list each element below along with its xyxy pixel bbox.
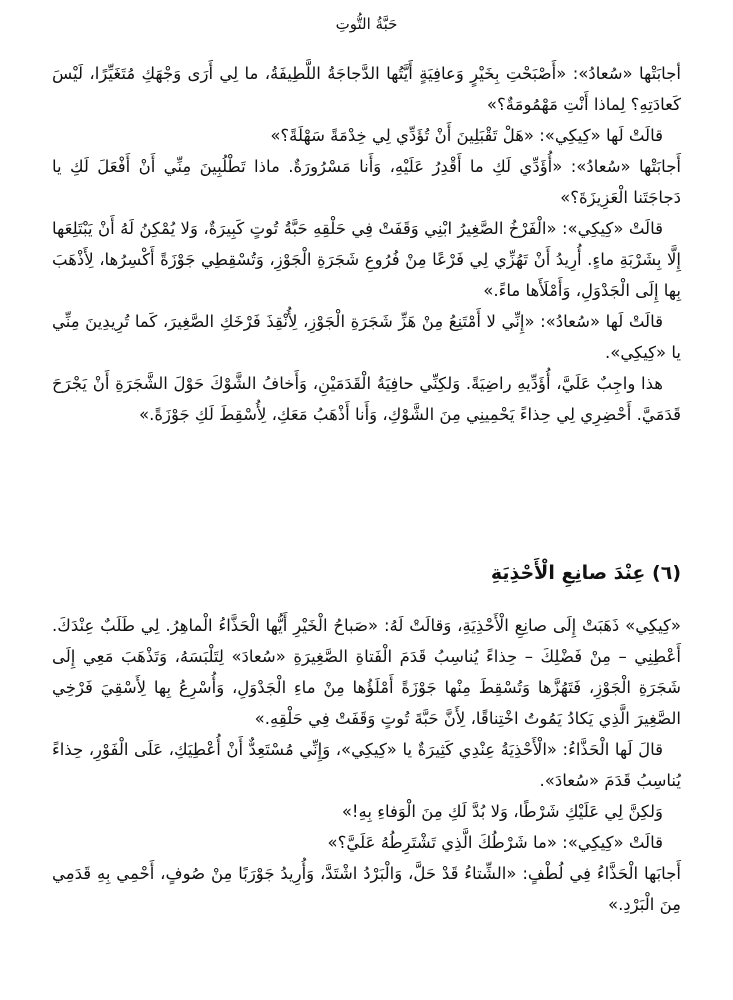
text-block-top [52, 58, 681, 430]
paragraph: «كِيكِي» ذَهَبَتْ إِلَى صانِعِ الْأَحْذِيَةِ، وَقالَتْ لَهُ: «صَباحُ الْخَيْرِ أَيُّها الْحَذَّاءُ الْماهِرُ. لِي طَلَبٌ عِنْدَكَ. أَعْطِنِي – مِنْ فَضْلِكَ – حِذاءً يُناسِبُ قَدَمَ الْفَتاةِ الصَّغِيرَةِ «سُعادَ» لِتَلْبَسَهُ، وَتَذْهَبَ مَعِي إِلَى شَجَرَةِ الْجَوْزِ، فَتَهُزَّها وَتُسْقِطَ مِنْها جَوْزَةً أَمْلَؤُها مِنْ ماءِ الْجَدْوَلِ، وَأُسْرِعُ بِها لِأَسْقِيَ فَرْخِي الصَّغِيرَ الَّذِي يَكادُ يَمُوتُ اخْتِناقًا، لِأَنَّ حَبَّةَ تُوتٍ وَقَفَتْ فِي حَلْقِهِ.» [52, 616, 681, 728]
running-header: حَبَّةُ التُّوتِ [335, 15, 398, 33]
paragraph: قالَتْ «كِيكِي»: «ما شَرْطُكَ الَّذِي تَشْتَرِطُهُ عَلَيَّ؟» [327, 833, 663, 852]
paragraph: هذا واجِبٌ عَلَيَّ، أُؤَدِّيهِ راضِيَةً. وَلكِنِّي حافِيَةُ الْقَدَمَيْنِ، وَأَخافُ الشَّوْكَ حَوْلَ الشَّجَرَةِ أَنْ يَجْرَحَ قَدَمَيَّ. أَحْضِرِي لِي حِذاءً يَحْمِينِي مِنَ الشَّوْكِ، وَأَنا أَذْهَبُ مَعَكِ، لِأُسْقِطَ لَكِ جَوْزَةً.» [52, 374, 681, 424]
paragraph: قالَ لَها الْحَذَّاءُ: «الْأَحْذِيَةُ عِنْدِي كَثِيرَةٌ يا «كِيكِي»، وَإِنِّي مُسْتَعِدٌّ أَنْ أُعْطِيَكِ، عَلَى الْفَوْرِ، حِذاءً يُناسِبُ قَدَمَ «سُعادَ». [52, 740, 681, 790]
section-heading: (٦) عِنْدَ صانِعِ الْأَحْذِيَةِ [490, 562, 681, 584]
paragraph: أَجابَها الْحَذَّاءُ فِي لُطْفٍ: «الشِّتاءُ قَدْ حَلَّ، وَالْبَرْدُ اشْتَدَّ، وَأُرِيدُ جَوْرَبًا مِنْ صُوفٍ، أَحْمِي بِهِ قَدَمِي مِنَ الْبَرْدِ.» [52, 864, 681, 914]
text-block-bottom [52, 610, 681, 920]
paragraph: وَلكِنَّ لِي عَلَيْكِ شَرْطًا، وَلا بُدَّ لَكِ مِنَ الْوَفاءِ بِهِ!» [341, 802, 663, 821]
paragraph: قالَتْ لَها «كِيكِي»: «هَلْ تَقْبَلِينَ أَنْ تُؤَدِّي لِي خِدْمَةً سَهْلَةً؟» [270, 126, 663, 145]
paragraph: قالَتْ «كِيكِي»: «الْفَرْخُ الصَّغِيرُ ابْنِي وَقَفَتْ فِي حَلْقِهِ حَبَّةُ تُوتٍ كَبِيرَةٌ، وَلا يُمْكِنُ لَهُ أَنْ يَبْتَلِعَها إِلَّا بِشَرْبَةِ ماءٍ. أُرِيدُ أَنْ تَهُزِّي لِي فَرْعًا مِنْ فُرُوعِ شَجَرَةِ الْجَوْزِ، وَتُسْقِطِي جَوْزَةً أَكْسِرُها، لِأَذْهَبَ بِها إِلَى الْجَدْوَلِ، وَأَمْلَأَها ماءً.» [52, 219, 681, 300]
paragraph: أَجابَتْها «سُعادُ»: «أُؤَدِّي لَكِ ما أَقْدِرُ عَلَيْهِ، وَأَنا مَسْرُورَةٌ. ماذا تَطْلُبِينَ مِنِّي أَنْ أَفْعَلَ لَكِ يا دَجاجَتَنا الْعَزِيزَةَ؟» [52, 157, 681, 207]
paragraph: أجابَتْها «سُعادُ»: «أَصْبَحْتِ بِخَيْرٍ وَعافِيَةٍ أَيَّتُها الدَّجاجَةُ اللَّطِيفَةُ، ما لِي أَرَى وَجْهَكِ مُتَغَيِّرًا، لَيْسَ كَعادَتِهِ؟ لِماذا أَنْتِ مَهْمُومَةٌ؟» [52, 64, 681, 114]
book-page [52, 0, 681, 1000]
paragraph: قالَتْ لَها «سُعادُ»: «إِنِّي لا أَمْتَنِعُ مِنْ هَزِّ شَجَرَةِ الْجَوْزِ، لِأُنْقِذَ فَرْخَكِ الصَّغِيرَ، كَما تُرِيدِينَ مِنِّي يا «كِيكِي». [52, 312, 681, 362]
